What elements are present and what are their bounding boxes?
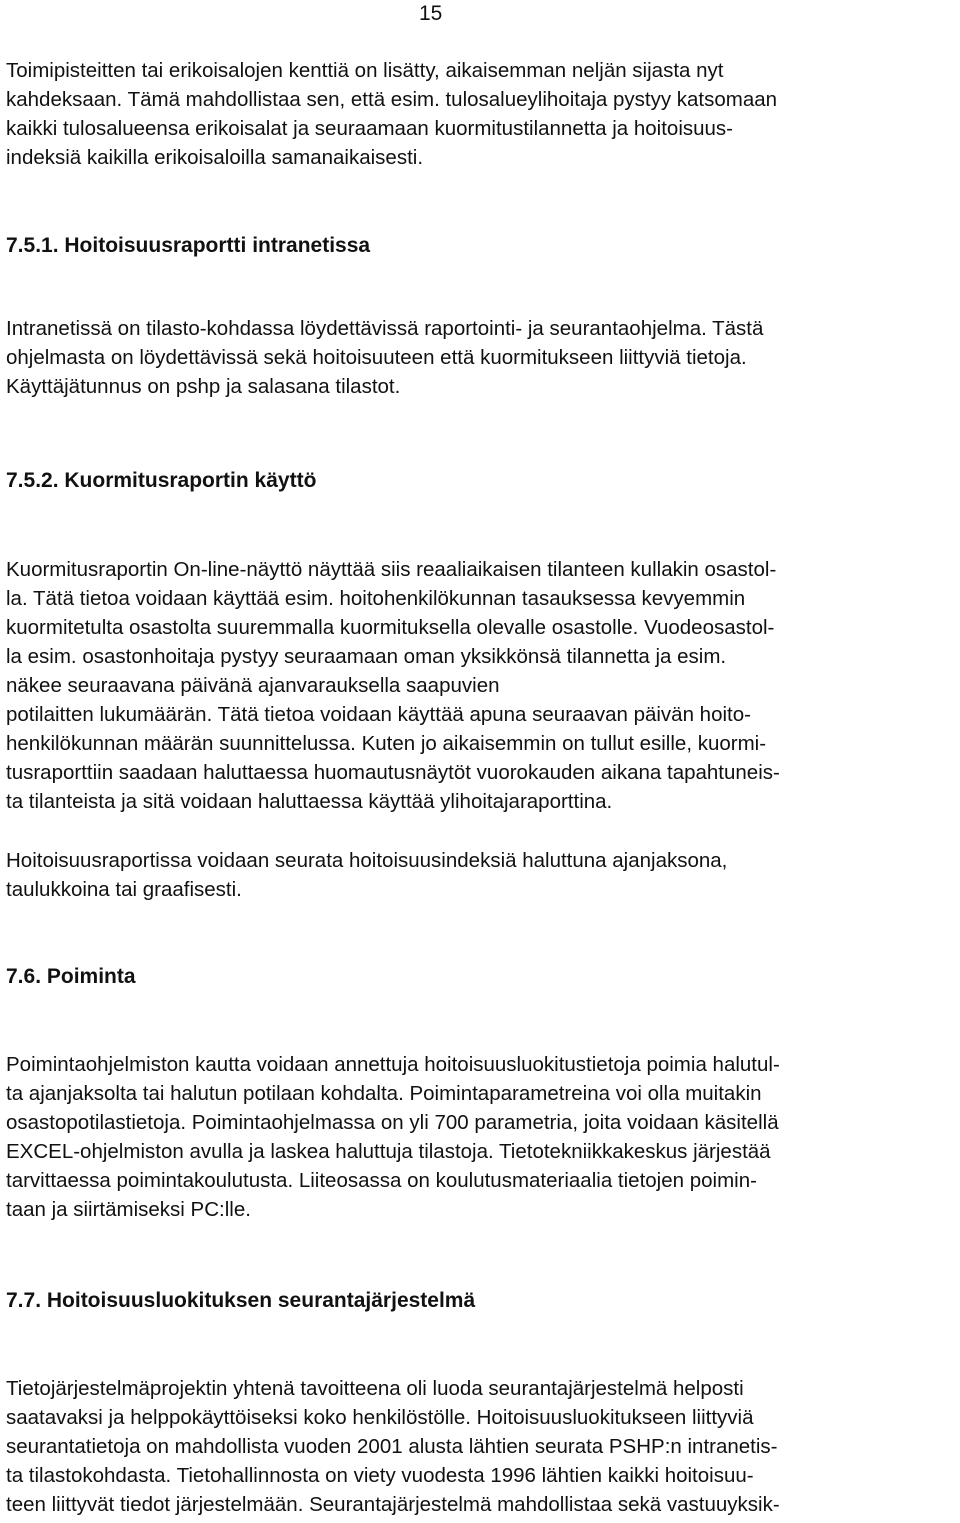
text-line: EXCEL-ohjelmiston avulla ja laskea haluttuja tilastoja. Tietotekniikkakeskus järjestää [6, 1140, 771, 1163]
text-line: kuormitetulta osastolta suuremmalla kuormituksella olevalle osastolle. Vuodeosastol- [6, 616, 775, 639]
text-line: Kuormitusraportin On-line-näyttö näyttää siis reaaliaikaisen tilanteen kullakin osastol- [6, 558, 777, 581]
intranet-paragraph [6, 314, 956, 401]
text-line: Käyttäjätunnus on pshp ja salasana tilastot. [6, 375, 401, 398]
intro-paragraph [6, 56, 956, 172]
text-line: Toimipisteitten tai erikoisalojen kenttiä on lisätty, aikaisemman neljän sijasta nyt [6, 59, 724, 82]
text-line: osastopotilastietoja. Poimintaohjelmassa on yli 700 parametria, joita voidaan käsitellä [6, 1111, 779, 1134]
text-line: indeksiä kaikilla erikoisaloilla samanaikaisesti. [6, 146, 424, 169]
text-line: ta ajanjaksolta tai halutun potilaan kohdalta. Poimintaparametreina voi olla muitakin [6, 1082, 762, 1105]
text-line: la esim. osastonhoitaja pystyy seuraamaan oman yksikkönsä tilannetta ja esim. [6, 645, 727, 668]
text-line: kaikki tulosalueensa erikoisalat ja seuraamaan kuormitustilannetta ja hoitoisuus- [6, 117, 733, 140]
text-line: tarvittaessa poimintakoulutusta. Liiteosassa on koulutusmateriaalia tietojen poimin- [6, 1169, 757, 1192]
text-line: ta tilanteista ja sitä voidaan haluttaessa käyttää ylihoitajaraporttina. [6, 790, 613, 813]
text-line: ohjelmasta on löydettävissä sekä hoitoisuuteen että kuormitukseen liittyviä tietoja. [6, 346, 747, 369]
section-heading-7-5-1: 7.5.1. Hoitoisuusraportti intranetissa [6, 234, 371, 257]
section-heading-7-7: 7.7. Hoitoisuusluokituksen seurantajärjestelmä [6, 1289, 476, 1312]
text-line: näkee seuraavana päivänä ajanvarauksella saapuvien [6, 674, 500, 697]
extraction-paragraph [6, 1050, 956, 1224]
text-line: teen liittyvät tiedot järjestelmään. Seurantajärjestelmä mahdollistaa sekä vastuuyksik- [6, 1493, 780, 1516]
text-line: Poimintaohjelmiston kautta voidaan annettuja hoitoisuusluokitustietoja poimia halutul- [6, 1053, 780, 1076]
text-line: seurantatietoja on mahdollista vuoden 2001 alusta lähtien seurata PSHP:n intranetis- [6, 1435, 778, 1458]
text-line: henkilökunnan määrän suunnittelussa. Kuten jo aikaisemmin on tullut esille, kuormi- [6, 732, 767, 755]
text-line: taan ja siirtämiseksi PC:lle. [6, 1198, 251, 1221]
text-line: potilaitten lukumäärän. Tätä tietoa voidaan käyttää apuna seuraavan päivän hoito- [6, 703, 751, 726]
section-heading-7-5-2: 7.5.2. Kuormitusraportin käyttö [6, 469, 317, 492]
section-heading-7-6: 7.6. Poiminta [6, 965, 136, 988]
page-number: 15 [419, 2, 443, 25]
text-line: saatavaksi ja helppokäyttöiseksi koko henkilöstölle. Hoitoisuusluokitukseen liittyviä [6, 1406, 754, 1429]
text-line: kahdeksaan. Tämä mahdollistaa sen, että esim. tulosalueylihoitaja pystyy katsomaan [6, 88, 778, 111]
text-line: la. Tätä tietoa voidaan käyttää esim. hoitohenkilökunnan tasauksessa kevyemmin [6, 587, 746, 610]
workload-report-paragraph [6, 555, 956, 816]
text-line: Hoitoisuusraportissa voidaan seurata hoitoisuusindeksiä haluttuna ajanjaksona, [6, 849, 728, 872]
text-line: Tietojärjestelmäprojektin yhtenä tavoitteena oli luoda seurantajärjestelmä helposti [6, 1377, 744, 1400]
text-line: Intranetissä on tilasto-kohdassa löydettävissä raportointi- ja seurantaohjelma. Tästä [6, 317, 764, 340]
monitoring-system-paragraph [6, 1374, 956, 1519]
text-line: ta tilastokohdasta. Tietohallinnosta on viety vuodesta 1996 lähtien kaikki hoitoisuu- [6, 1464, 754, 1487]
care-index-paragraph [6, 846, 956, 904]
text-line: taulukkoina tai graafisesti. [6, 878, 242, 901]
text-line: tusraporttiin saadaan haluttaessa huomautusnäytöt vuorokauden aikana tapahtuneis- [6, 761, 780, 784]
